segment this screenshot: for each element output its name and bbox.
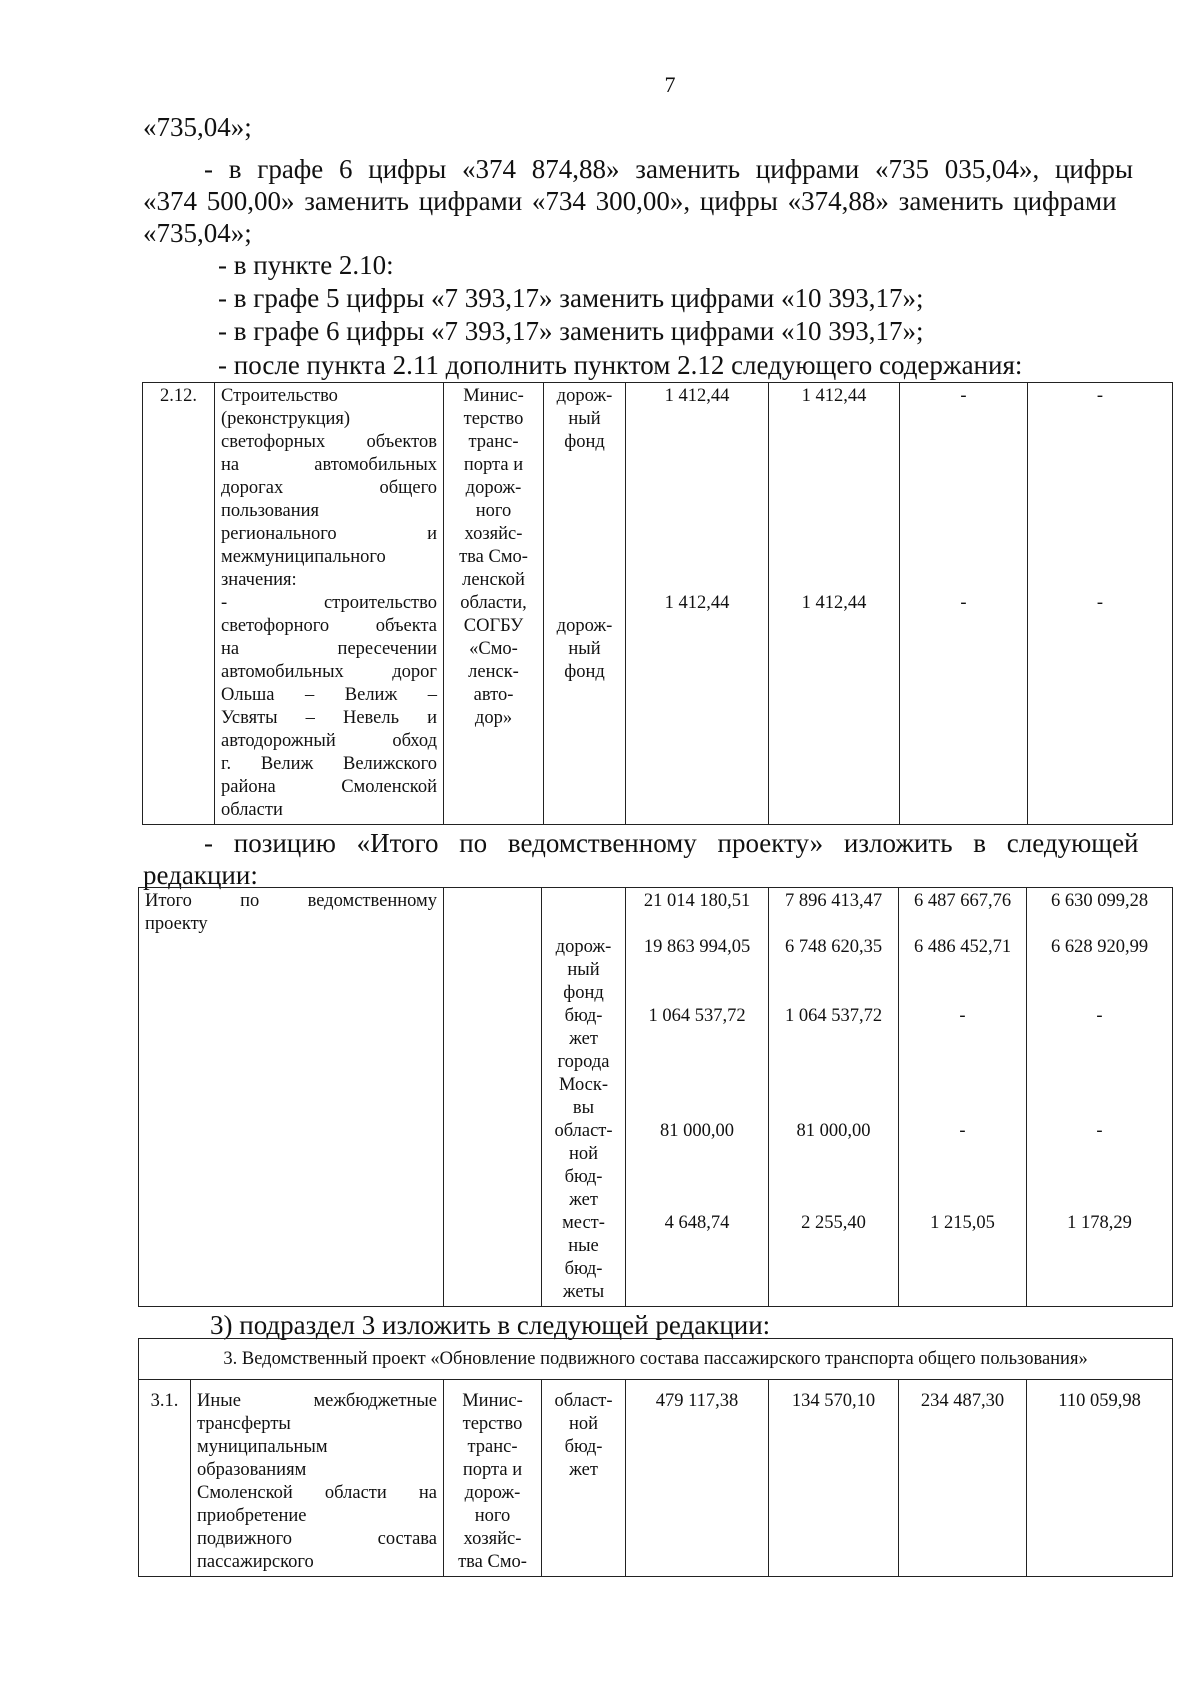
value-col-5 <box>626 888 769 1307</box>
executor-line: области, <box>460 593 527 613</box>
executor-line: порта и <box>463 455 524 475</box>
executor-line: авто- <box>473 685 514 705</box>
item-name-line: образованиям <box>197 1460 307 1480</box>
value: 1 412,44 <box>801 593 867 613</box>
item-number: 3.1. <box>139 1380 191 1577</box>
item-name-line: дорогах общего <box>221 478 437 498</box>
amendment-table-2-12 <box>142 382 1173 825</box>
value-col-6 <box>769 888 899 1307</box>
source-line: города <box>557 1052 610 1072</box>
source-line: ной <box>568 1414 599 1434</box>
executor-line: терство <box>462 1414 523 1434</box>
source-line: ный <box>567 960 600 980</box>
value: 1 412,44 <box>801 386 867 406</box>
item-name-line: на автомобильных <box>221 455 437 475</box>
value: - <box>959 1121 966 1141</box>
executor-line: «Смо- <box>469 639 518 659</box>
item-name-line: области <box>221 800 283 820</box>
intro-text: - в графе 6 цифры «374 874,88» заменить цифрами «735 035,04», цифры <box>204 154 1133 184</box>
source-line: жет <box>569 1460 598 1480</box>
value: - <box>960 593 967 613</box>
mid-paragraph-line <box>204 828 1170 858</box>
value: - <box>1096 386 1104 406</box>
item-name-line: г. Велиж Велижского <box>221 754 437 774</box>
source-line: фонд <box>564 662 605 682</box>
source-line: ной <box>568 1144 599 1164</box>
source-line: дорож- <box>556 616 613 636</box>
executor-line: ленск- <box>468 662 519 682</box>
value: 21 014 180,51 <box>643 891 751 911</box>
source-line: фонд <box>563 983 604 1003</box>
project-title: 3. Ведомственный проект «Обновление подвижного состава пассажирского транспорта общего пользования» <box>139 1339 1173 1380</box>
funding-source <box>544 383 626 825</box>
item-name <box>191 1380 444 1577</box>
intro-line: «735,04»; <box>143 112 252 142</box>
item-name-line: значения: <box>221 570 297 590</box>
value: 6 748 620,35 <box>784 937 883 957</box>
source-line: дорож- <box>555 937 612 957</box>
executor <box>444 383 544 825</box>
value-col-7: 234 487,30 <box>899 1380 1027 1577</box>
intro-paragraph-line: - в пункте 2.10: <box>218 250 394 280</box>
value: 6 486 452,71 <box>913 937 1012 957</box>
item-name-line: приобретение <box>197 1506 307 1526</box>
source-line: мест- <box>562 1213 605 1233</box>
executor-line: СОГБУ <box>463 616 524 636</box>
item-name-line: межмуниципального <box>221 547 386 567</box>
value-col-5 <box>626 383 769 825</box>
item-name-line: трансферты <box>197 1414 291 1434</box>
intro-paragraph-line: - после пункта 2.11 дополнить пунктом 2.12 следующего содержания: <box>218 350 1023 380</box>
intro-paragraph-line: - в графе 5 цифры «7 393,17» заменить цифрами «10 393,17»; <box>218 283 924 313</box>
value-col-7 <box>900 383 1028 825</box>
executor-empty <box>444 888 542 1307</box>
item-name-line: светофорных объектов <box>221 432 437 452</box>
value: 2 255,40 <box>801 1213 866 1233</box>
mid-text: - позицию «Итого по ведомственному проекту» изложить в следующей <box>204 828 1139 858</box>
funding-source <box>542 888 626 1307</box>
value: 1 178,29 <box>1067 1213 1132 1233</box>
value: - <box>1096 1006 1103 1026</box>
item-name-line: (реконструкция) <box>221 409 351 429</box>
value: 19 863 994,05 <box>643 937 751 957</box>
item-name-line: пользования <box>221 501 320 521</box>
table-row <box>139 888 1173 1307</box>
value-col-6 <box>769 383 900 825</box>
value: 1 412,44 <box>664 386 730 406</box>
source-line: фонд <box>564 432 605 452</box>
funding-source <box>542 1380 626 1577</box>
item-name-line: пассажирского <box>197 1552 314 1572</box>
value: - <box>960 386 967 406</box>
value: 81 000,00 <box>660 1121 734 1141</box>
value-col-6: 134 570,10 <box>769 1380 899 1577</box>
value: 1 215,05 <box>930 1213 995 1233</box>
source-line: жет <box>569 1029 598 1049</box>
table-row <box>139 1339 1173 1380</box>
table-row <box>143 383 1173 825</box>
mid-paragraph-line: редакции: <box>143 860 258 890</box>
source-line: бюд- <box>564 1259 603 1279</box>
item-name-line: Иные межбюджетные <box>197 1391 437 1411</box>
value: 1 412,44 <box>664 593 730 613</box>
total-label-line: Итого по ведомственному <box>145 891 437 911</box>
item-name-line: автомобильных дорог <box>221 662 437 682</box>
item-name-line: района Смоленской <box>221 777 437 797</box>
item-name-line: - строительство <box>221 593 437 613</box>
item-name-line: на пересечении <box>221 639 437 659</box>
value: - <box>959 1006 966 1026</box>
total-table <box>138 887 1173 1307</box>
source-line: ный <box>568 409 601 429</box>
executor-line: хозяйс- <box>463 1529 522 1549</box>
value: 6 628 920,99 <box>1050 937 1149 957</box>
executor-line: транс- <box>467 1437 518 1457</box>
value: 7 896 413,47 <box>784 891 883 911</box>
item-number: 2.12. <box>143 383 215 825</box>
source-line: дорож- <box>556 386 613 406</box>
item-name-line: Усвяты – Невель и <box>221 708 437 728</box>
value: 1 064 537,72 <box>648 1006 746 1026</box>
value: 1 064 537,72 <box>784 1006 883 1026</box>
item-name-line: Ольша – Велиж – <box>221 685 437 705</box>
intro-paragraph-line: «374 500,00» заменить цифрами «734 300,00», цифры «374,88» заменить цифрами <box>143 186 1117 216</box>
intro-paragraph-line: - в графе 6 цифры «7 393,17» заменить цифрами «10 393,17»; <box>218 316 924 346</box>
item-name-line: подвижного состава <box>197 1529 437 1549</box>
executor-line: ного <box>474 1506 511 1526</box>
value-col-8: 110 059,98 <box>1027 1380 1173 1577</box>
item-name-line: светофорного объекта <box>221 616 437 636</box>
source-line: бюд- <box>564 1167 603 1187</box>
executor <box>444 1380 542 1577</box>
executor-line: хозяйс- <box>464 524 523 544</box>
source-line: вы <box>572 1098 595 1118</box>
item-name-line: автодорожный обход <box>221 731 437 751</box>
value: - <box>1096 593 1104 613</box>
value-col-8 <box>1028 383 1173 825</box>
total-label-line: проекту <box>145 914 208 934</box>
section3-table <box>138 1338 1173 1577</box>
value-col-5: 479 117,38 <box>626 1380 769 1577</box>
value: 81 000,00 <box>796 1121 871 1141</box>
source-line: Моск- <box>558 1075 609 1095</box>
source-line: област- <box>554 1391 613 1411</box>
source-line: област- <box>554 1121 613 1141</box>
value: 6 630 099,28 <box>1050 891 1149 911</box>
value: - <box>1096 1121 1103 1141</box>
item-name-line: Смоленской области на <box>197 1483 437 1503</box>
total-label <box>139 888 444 1307</box>
item-name-line: муниципальным <box>197 1437 328 1457</box>
source-line: ный <box>568 639 601 659</box>
value: 6 487 667,76 <box>913 891 1012 911</box>
intro-paragraph-line <box>204 154 1176 184</box>
source-line: жеты <box>562 1282 605 1302</box>
source-line: ные <box>568 1236 599 1256</box>
executor-line: Минис- <box>463 386 524 406</box>
source-line: бюд- <box>564 1437 603 1457</box>
executor-line: Минис- <box>462 1391 523 1411</box>
executor-line: дорож- <box>465 478 522 498</box>
executor-line: терство <box>463 409 524 429</box>
source-line: жет <box>569 1190 598 1210</box>
value: 4 648,74 <box>664 1213 730 1233</box>
section-heading: 3) подраздел 3 изложить в следующей редакции: <box>210 1310 771 1340</box>
executor-line: транс- <box>468 432 519 452</box>
executor-line: дор» <box>474 708 513 728</box>
executor-line: дорож- <box>464 1483 521 1503</box>
executor-line: порта и <box>462 1460 523 1480</box>
page-number: 7 <box>664 72 676 97</box>
executor-line: тва Смо- <box>459 547 528 567</box>
source-line: бюд- <box>564 1006 603 1026</box>
executor-line: ного <box>475 501 512 521</box>
table-row <box>139 1380 1173 1577</box>
value-col-7 <box>899 888 1027 1307</box>
value-col-8 <box>1027 888 1173 1307</box>
item-name-line: регионального и <box>221 524 437 544</box>
intro-paragraph-line: «735,04»; <box>143 218 252 248</box>
item-name <box>215 383 444 825</box>
executor-line: тва Смо- <box>458 1552 527 1572</box>
item-name-line: Строительство <box>221 386 338 406</box>
executor-line: ленской <box>462 570 525 590</box>
